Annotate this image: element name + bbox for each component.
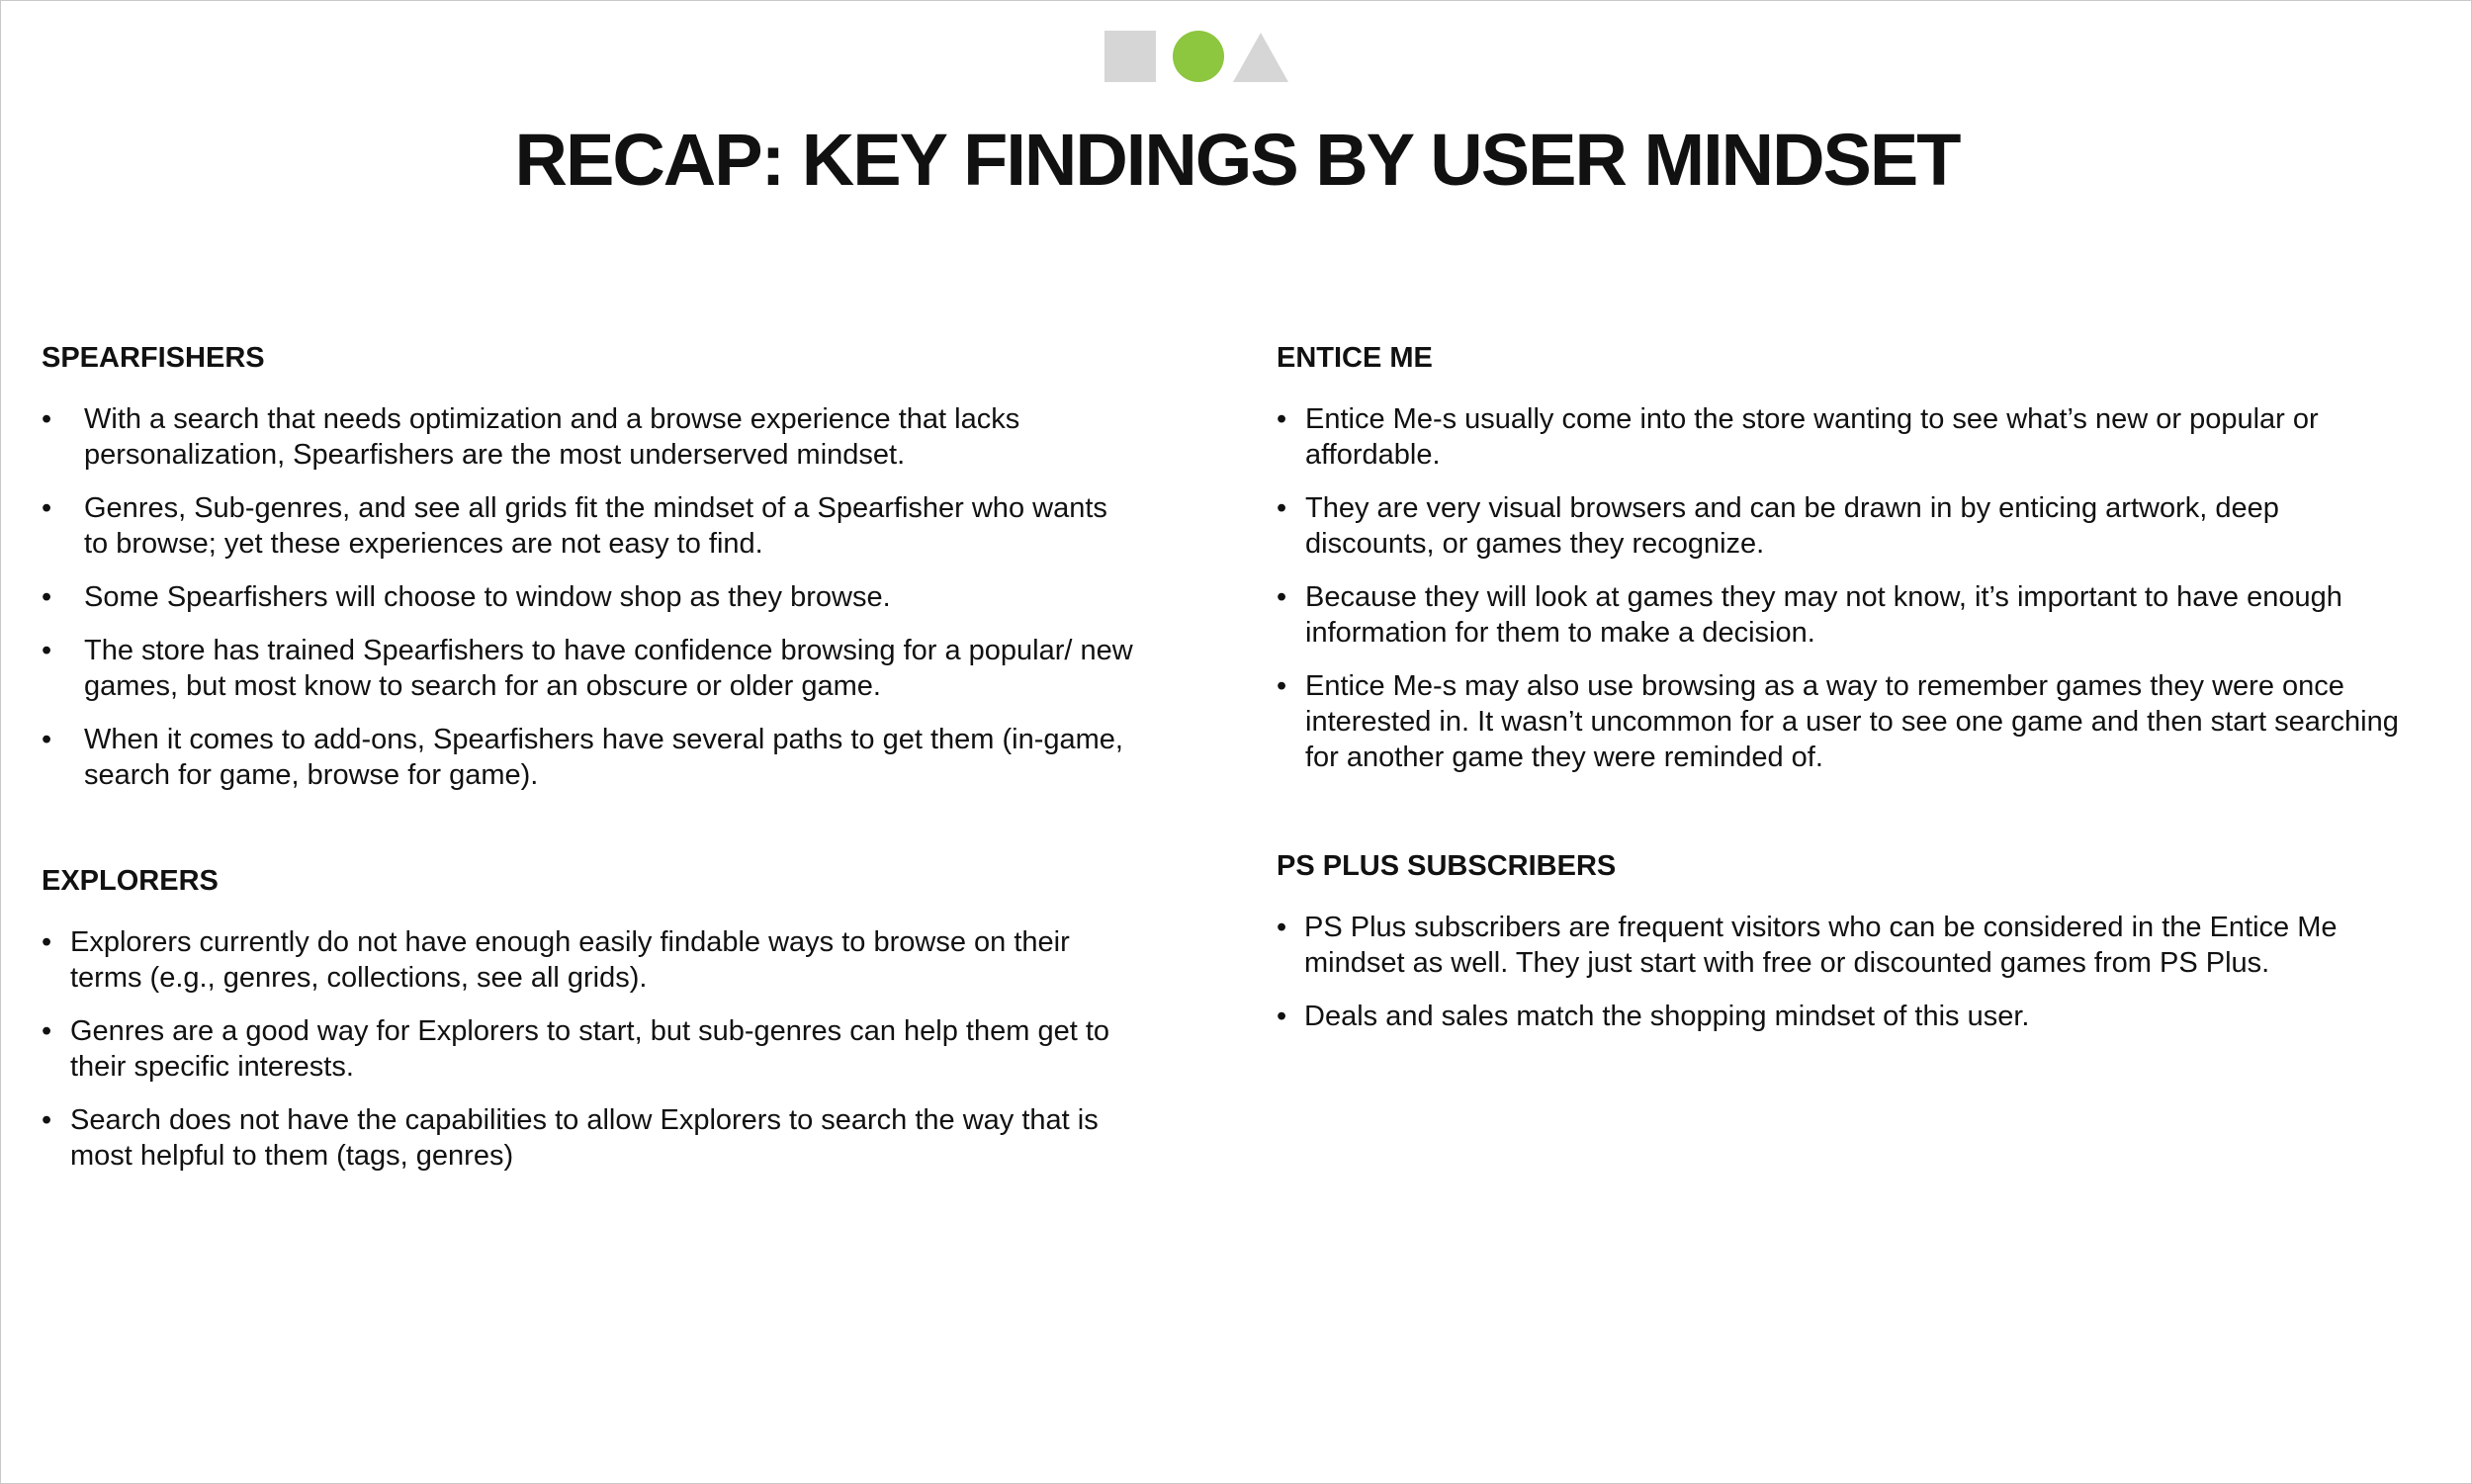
list-item bbox=[1277, 490, 2414, 562]
list-item bbox=[42, 579, 1139, 615]
section-heading: PS PLUS SUBSCRIBERS bbox=[1277, 850, 1617, 882]
section-heading: SPEARFISHERS bbox=[42, 342, 265, 374]
list-item-text: Explorers currently do not have enough easily findable ways to browse on their terms (e.g., genres, collections, see all grids). bbox=[70, 925, 1070, 994]
section-heading: ENTICE ME bbox=[1277, 342, 1433, 374]
list-item-text: Search does not have the capabilities to allow Explorers to search the way that is most helpful to them (tags, genres) bbox=[70, 1103, 1099, 1172]
list-item bbox=[1277, 668, 2414, 775]
list-item bbox=[1277, 401, 2414, 473]
section-heading: EXPLORERS bbox=[42, 865, 219, 897]
bullet-icon: • bbox=[42, 402, 52, 435]
list-item bbox=[42, 1013, 1139, 1085]
list-item-text: Genres, Sub-genres, and see all grids fit the mindset of a Spearfisher who wants to browse; yet these experiences are not easy to find. bbox=[84, 491, 1107, 560]
list-item bbox=[42, 401, 1139, 473]
list-item-text: They are very visual browsers and can be drawn in by enticing artwork, deep discounts, or games they recognize. bbox=[1305, 491, 2279, 560]
shapes-logo-icon bbox=[1104, 29, 1290, 84]
list-item-text: Genres are a good way for Explorers to start, but sub-genres can help them get to their specific interests. bbox=[70, 1014, 1110, 1083]
bullet-list bbox=[42, 401, 1139, 793]
slide-title: RECAP: KEY FINDINGS BY USER MINDSET bbox=[514, 119, 1960, 201]
list-item-text: With a search that needs optimization and a browse experience that lacks personalization, Spearfishers are the most underserved mindset. bbox=[84, 402, 1020, 471]
bullet-icon: • bbox=[1277, 402, 1287, 435]
bullet-icon: • bbox=[1277, 580, 1287, 613]
bullet-list bbox=[1277, 401, 2414, 775]
list-item bbox=[42, 490, 1139, 562]
bullet-icon: • bbox=[42, 1103, 52, 1136]
bullet-icon: • bbox=[42, 723, 52, 755]
list-item bbox=[1277, 999, 2414, 1034]
list-item-text: Deals and sales match the shopping mindset of this user. bbox=[1304, 1000, 2030, 1032]
list-item-text: The store has trained Spearfishers to have confidence browsing for a popular/ new games, but most know to search for an obscure or older game. bbox=[84, 634, 1133, 702]
bullet-icon: • bbox=[42, 580, 52, 613]
list-item bbox=[42, 633, 1139, 704]
bullet-icon: • bbox=[1277, 911, 1287, 943]
logo-square bbox=[1104, 31, 1156, 82]
bullet-icon: • bbox=[42, 925, 52, 958]
bullet-list bbox=[1277, 910, 2414, 1034]
list-item-text: Some Spearfishers will choose to window shop as they browse. bbox=[84, 580, 891, 613]
section-explorers bbox=[42, 864, 1139, 1191]
list-item bbox=[42, 722, 1139, 793]
logo-circle bbox=[1173, 31, 1224, 82]
list-item-text: Because they will look at games they may not know, it’s important to have enough information for them to make a decision. bbox=[1305, 580, 2342, 649]
list-item bbox=[42, 1102, 1139, 1174]
bullet-icon: • bbox=[1277, 1000, 1287, 1032]
section-entice-me bbox=[1277, 341, 2414, 793]
list-item-text: PS Plus subscribers are frequent visitors who can be considered in the Entice Me mindset as well. They just start with free or discounted games from PS Plus. bbox=[1304, 911, 2338, 979]
bullet-icon: • bbox=[42, 1014, 52, 1047]
bullet-list bbox=[42, 924, 1139, 1174]
list-item-text: Entice Me-s usually come into the store wanting to see what’s new or popular or affordable. bbox=[1305, 402, 2319, 471]
section-ps-plus-subscribers bbox=[1277, 849, 2414, 1052]
list-item bbox=[1277, 910, 2414, 981]
bullet-icon: • bbox=[42, 491, 52, 524]
section-spearfishers bbox=[42, 341, 1139, 811]
bullet-icon: • bbox=[1277, 669, 1287, 702]
bullet-icon: • bbox=[42, 634, 52, 666]
list-item-text: When it comes to add-ons, Spearfishers have several paths to get them (in-game, search for game, browse for game). bbox=[84, 723, 1123, 791]
list-item-text: Entice Me-s may also use browsing as a way to remember games they were once interested in. It wasn’t uncommon for a user to see one game and then start searching for another game they were reminded of. bbox=[1305, 669, 2399, 773]
logo-triangle bbox=[1233, 33, 1288, 82]
list-item bbox=[42, 924, 1139, 996]
list-item bbox=[1277, 579, 2414, 651]
bullet-icon: • bbox=[1277, 491, 1287, 524]
